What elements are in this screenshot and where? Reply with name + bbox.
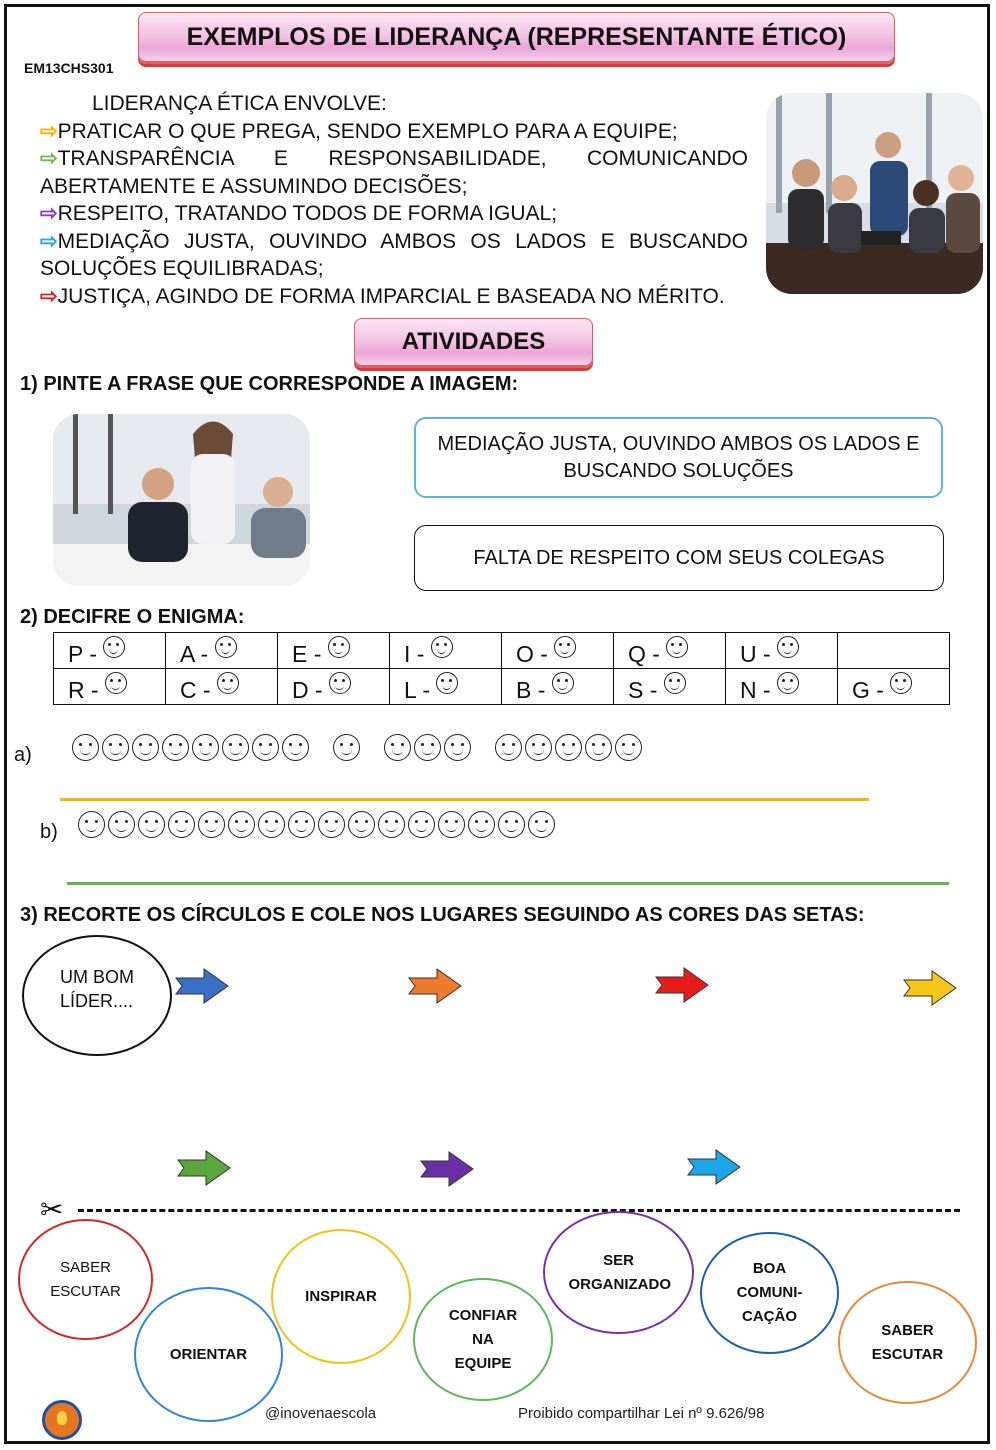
arrow-right-icon <box>178 1151 230 1185</box>
intro-item-text: RESPEITO, TRATANDO TODOS DE FORMA IGUAL; <box>57 202 558 225</box>
intro-item-text: TRANSPARÊNCIA E RESPONSABILIDADE, COMUNICANDO ABERTAMENTE E ASSUMINDO DECISÕES; <box>40 147 748 198</box>
arrow-right-icon: ⇨ <box>40 147 58 170</box>
answer-option-1[interactable]: MEDIAÇÃO JUSTA, OUVINDO AMBOS OS LADOS E BUSCANDO SOLUÇÕES <box>414 417 943 498</box>
cipher-key-cell: C - <box>166 669 278 705</box>
question-2-title: 2) DECIFRE O ENIGMA: <box>20 606 245 628</box>
scissors-icon: ✂ <box>40 1194 64 1225</box>
cutout-circle[interactable]: SABER ESCUTAR <box>18 1219 153 1340</box>
intro-item-text: PRATICAR O QUE PREGA, SENDO EXEMPLO PARA A EQUIPE; <box>57 119 678 143</box>
cipher-key-cell: O - <box>502 633 614 669</box>
cipher-key-cell: S - <box>614 669 726 705</box>
intro-lead: LIDERANÇA ÉTICA ENVOLVE: <box>92 92 387 115</box>
cutout-circle[interactable]: BOA COMUNI-CAÇÃO <box>700 1232 839 1354</box>
curriculum-code: EM13CHS301 <box>24 60 114 76</box>
arrow-right-icon <box>176 969 228 1003</box>
page-title: EXEMPLOS DE LIDERANÇA (REPRESENTANTE ÉTICO) <box>138 12 895 64</box>
cipher-key-cell: I - <box>390 633 502 669</box>
arrow-right-icon: ⇨ <box>40 284 58 308</box>
footer-notice: Proibido compartilhar Lei nº 9.626/98 <box>518 1405 765 1422</box>
cipher-key-cell: A - <box>166 633 278 669</box>
cipher-key-cell: P - <box>54 633 166 669</box>
cipher-key-cell: D - <box>278 669 390 705</box>
question-3-title: 3) RECORTE OS CÍRCULOS E COLE NOS LUGARES SEGUINDO AS CORES DAS SETAS: <box>20 904 865 926</box>
arrow-right-icon <box>904 971 956 1005</box>
brand-logo <box>42 1400 82 1440</box>
arrow-right-icon <box>421 1152 473 1186</box>
activities-title: ATIVIDADES <box>354 318 593 368</box>
cutout-circle[interactable]: SABER ESCUTAR <box>838 1281 977 1404</box>
riddle-b-label: b) <box>40 821 58 843</box>
cutout-circle[interactable]: SER ORGANIZADO <box>543 1211 694 1334</box>
arrow-right-icon: ⇨ <box>40 202 58 225</box>
intro-item-text: JUSTIÇA, AGINDO DE FORMA IMPARCIAL E BASEADA NO MÉRITO. <box>57 284 725 308</box>
cipher-key-cell: E - <box>278 633 390 669</box>
answer-option-2[interactable]: FALTA DE RESPEITO COM SEUS COLEGAS <box>414 525 944 591</box>
cipher-key-cell: B - <box>502 669 614 705</box>
cutout-circle[interactable]: INSPIRAR <box>271 1229 411 1364</box>
start-bubble-text: UM BOM LÍDER.... <box>60 967 134 1011</box>
arrow-right-icon <box>656 968 708 1002</box>
riddle-a-label: a) <box>14 744 32 766</box>
cipher-key-cell: N - <box>726 669 838 705</box>
cutout-circle[interactable]: ORIENTAR <box>134 1287 283 1422</box>
cipher-key-cell: Q - <box>614 633 726 669</box>
cipher-key-cell: L - <box>390 669 502 705</box>
arrow-right-icon: ⇨ <box>40 229 58 253</box>
arrow-right-icon <box>688 1150 740 1184</box>
cipher-key-cell: G - <box>838 669 950 705</box>
intro-item-text: MEDIAÇÃO JUSTA, OUVINDO AMBOS OS LADOS E BUSCANDO SOLUÇÕES EQUILIBRADAS; <box>40 229 748 280</box>
cut-line <box>78 1209 960 1212</box>
arrow-right-icon: ⇨ <box>40 119 58 143</box>
cipher-key-cell: U - <box>726 633 838 669</box>
question-1-title: 1) PINTE A FRASE QUE CORRESPONDE A IMAGEM: <box>20 373 519 395</box>
cutout-circle[interactable]: CONFIAR NA EQUIPE <box>413 1278 553 1401</box>
cipher-key-cell: R - <box>54 669 166 705</box>
footer-handle: @inovenaescola <box>265 1405 377 1422</box>
arrow-right-icon <box>409 969 461 1003</box>
